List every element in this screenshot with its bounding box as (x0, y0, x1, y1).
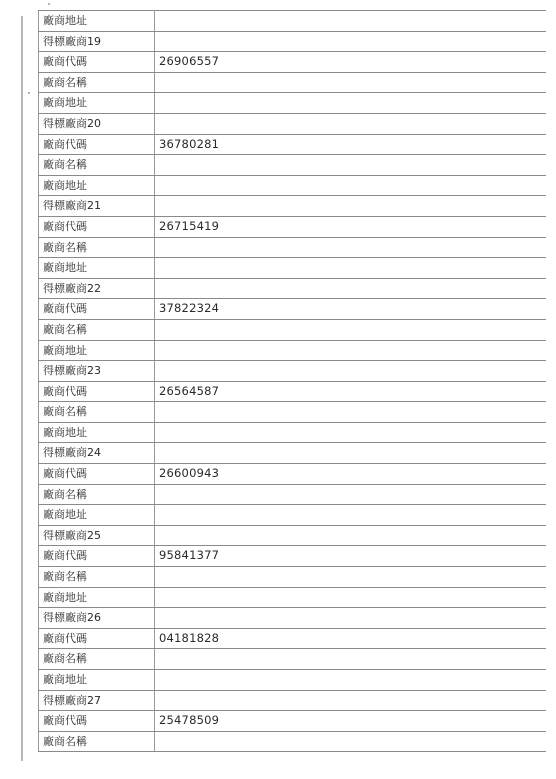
field-value (155, 237, 547, 258)
page-binding-edge (21, 16, 23, 761)
field-label: 得標廠商20 (39, 113, 155, 134)
field-value (155, 422, 547, 443)
field-value (155, 731, 547, 752)
table-row (39, 258, 547, 279)
field-label: 得標廠商25 (39, 525, 155, 546)
vendor-code-value: 26715419 (155, 216, 547, 237)
field-label: 廠商代碼 (39, 134, 155, 155)
table-row (39, 216, 547, 237)
vendor-code-value: 37822324 (155, 299, 547, 320)
table-row (39, 93, 547, 114)
table-row (39, 278, 547, 299)
field-label: 廠商代碼 (39, 546, 155, 567)
field-value (155, 319, 547, 340)
field-value (155, 525, 547, 546)
field-label: 得標廠商21 (39, 196, 155, 217)
field-label: 廠商名稱 (39, 484, 155, 505)
field-label: 得標廠商23 (39, 361, 155, 382)
field-label: 得標廠商26 (39, 608, 155, 629)
field-label: 廠商名稱 (39, 731, 155, 752)
field-label: 廠商名稱 (39, 319, 155, 340)
vendor-table-body (39, 11, 547, 752)
table-row (39, 525, 547, 546)
field-value (155, 670, 547, 691)
vendor-code-value: 95841377 (155, 546, 547, 567)
scan-speck (48, 3, 50, 5)
field-label: 廠商地址 (39, 340, 155, 361)
field-value (155, 258, 547, 279)
field-label: 廠商代碼 (39, 464, 155, 485)
table-row (39, 361, 547, 382)
table-row (39, 587, 547, 608)
field-value (155, 31, 547, 52)
vendor-code-value: 26564587 (155, 381, 547, 402)
field-label: 得標廠商24 (39, 443, 155, 464)
table-row (39, 52, 547, 73)
table-row (39, 113, 547, 134)
field-label: 廠商地址 (39, 670, 155, 691)
field-label: 得標廠商22 (39, 278, 155, 299)
field-label: 廠商代碼 (39, 711, 155, 732)
table-row (39, 628, 547, 649)
table-row (39, 402, 547, 423)
vendor-code-value: 25478509 (155, 711, 547, 732)
field-value (155, 72, 547, 93)
table-row (39, 505, 547, 526)
field-value (155, 608, 547, 629)
field-value (155, 278, 547, 299)
table-row (39, 546, 547, 567)
field-label: 廠商地址 (39, 175, 155, 196)
field-label: 廠商代碼 (39, 299, 155, 320)
table-row (39, 464, 547, 485)
field-label: 廠商代碼 (39, 381, 155, 402)
field-label: 廠商地址 (39, 505, 155, 526)
field-label: 廠商名稱 (39, 155, 155, 176)
scan-speck (28, 92, 30, 94)
table-row (39, 711, 547, 732)
field-label: 廠商地址 (39, 258, 155, 279)
field-label: 廠商名稱 (39, 237, 155, 258)
field-value (155, 484, 547, 505)
table-row (39, 690, 547, 711)
table-row (39, 72, 547, 93)
vendor-code-value: 36780281 (155, 134, 547, 155)
table-row (39, 381, 547, 402)
table-row (39, 484, 547, 505)
field-value (155, 361, 547, 382)
field-label: 廠商代碼 (39, 628, 155, 649)
table-row (39, 11, 547, 32)
field-value (155, 567, 547, 588)
field-value (155, 443, 547, 464)
field-label: 廠商名稱 (39, 649, 155, 670)
table-row (39, 731, 547, 752)
vendor-code-value: 26906557 (155, 52, 547, 73)
field-value (155, 175, 547, 196)
table-row (39, 237, 547, 258)
vendor-info-table (38, 10, 546, 752)
field-value (155, 113, 547, 134)
table-row (39, 443, 547, 464)
table-row (39, 567, 547, 588)
table-row (39, 31, 547, 52)
table-row (39, 196, 547, 217)
field-label: 廠商代碼 (39, 52, 155, 73)
field-value (155, 402, 547, 423)
table-row (39, 340, 547, 361)
field-label: 廠商地址 (39, 587, 155, 608)
table-row (39, 608, 547, 629)
field-label: 廠商地址 (39, 93, 155, 114)
field-label: 得標廠商27 (39, 690, 155, 711)
table-row (39, 319, 547, 340)
field-value (155, 155, 547, 176)
field-value (155, 587, 547, 608)
field-label: 廠商地址 (39, 422, 155, 443)
table-row (39, 649, 547, 670)
field-label: 廠商名稱 (39, 567, 155, 588)
table-row (39, 175, 547, 196)
field-value (155, 93, 547, 114)
field-value (155, 196, 547, 217)
field-value (155, 505, 547, 526)
field-label: 廠商代碼 (39, 216, 155, 237)
table-row (39, 299, 547, 320)
table-row (39, 422, 547, 443)
field-label: 廠商地址 (39, 11, 155, 32)
vendor-code-value: 04181828 (155, 628, 547, 649)
vendor-code-value: 26600943 (155, 464, 547, 485)
field-value (155, 649, 547, 670)
field-label: 廠商名稱 (39, 72, 155, 93)
table-row (39, 134, 547, 155)
table-row (39, 155, 547, 176)
field-value (155, 340, 547, 361)
table-row (39, 670, 547, 691)
field-label: 廠商名稱 (39, 402, 155, 423)
field-label: 得標廠商19 (39, 31, 155, 52)
field-value (155, 11, 547, 32)
field-value (155, 690, 547, 711)
